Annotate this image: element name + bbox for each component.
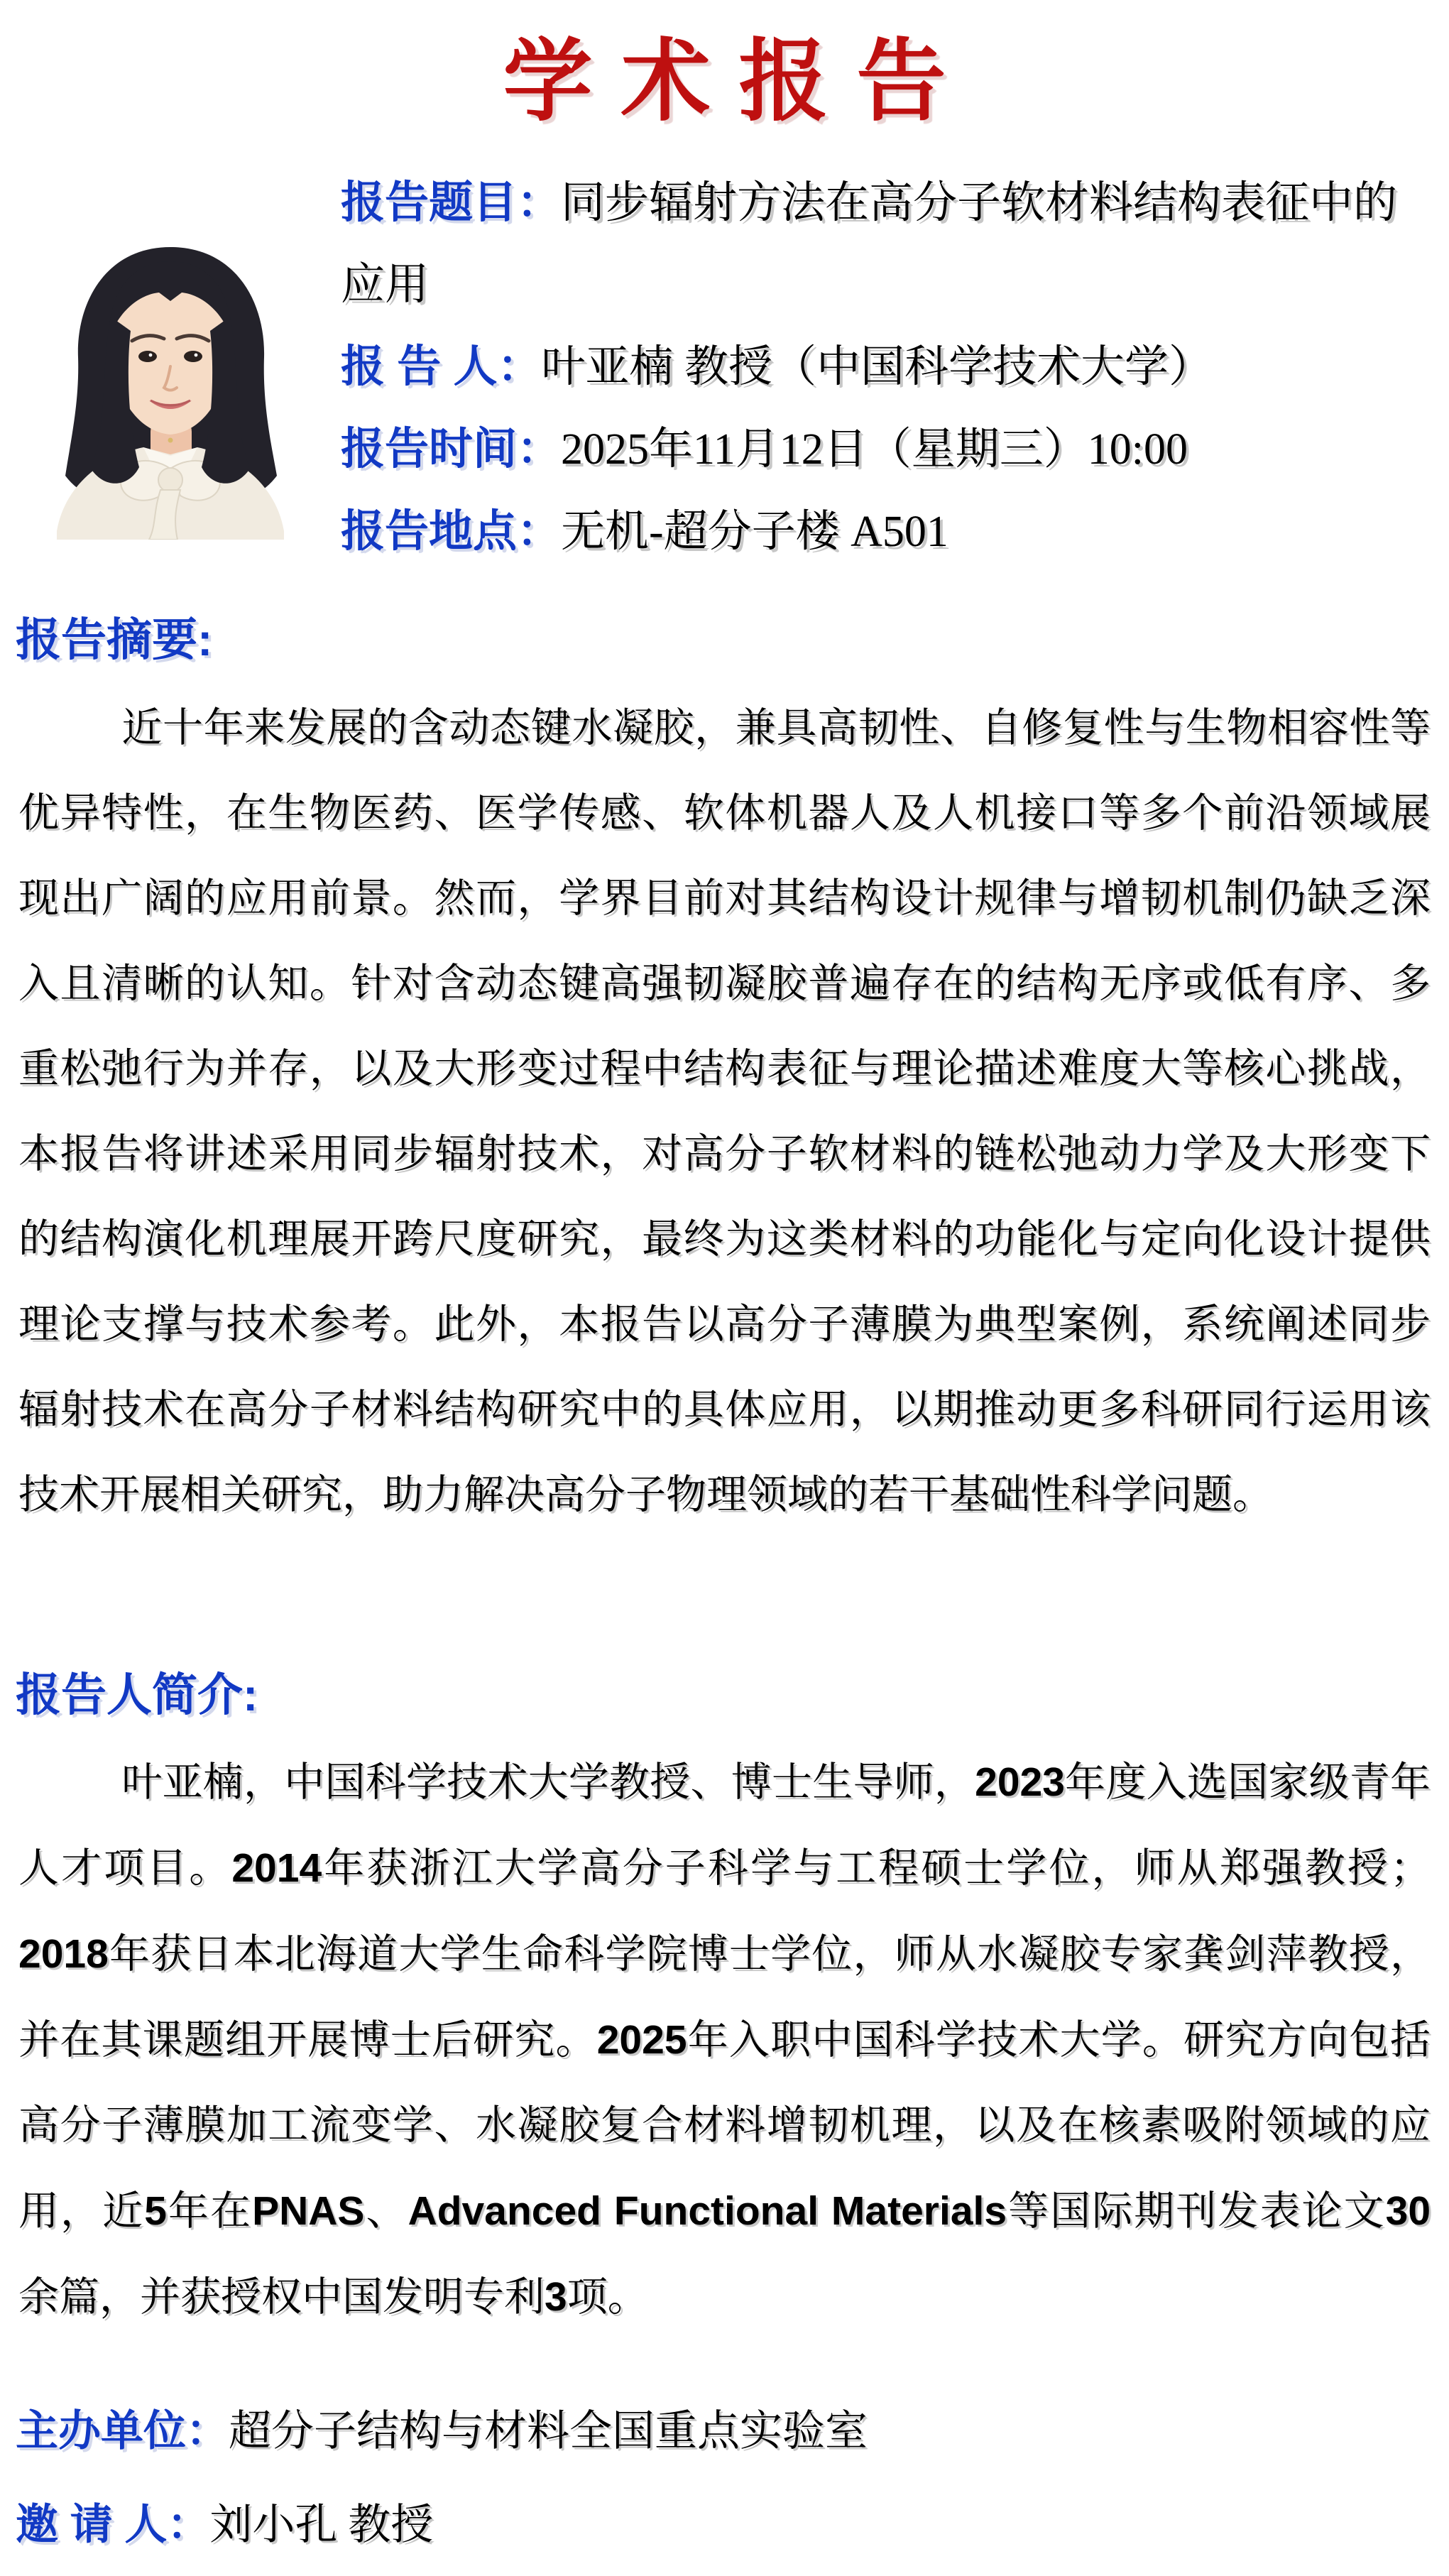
bio-bold-segment: 30: [1385, 2188, 1431, 2234]
bio-text-segment: 余篇，并获授权中国发明专利: [18, 2275, 545, 2320]
organizer-label: 主办单位：: [16, 2407, 229, 2455]
footer-row-inviter: [16, 2478, 1431, 2572]
inviter-label: 邀 请 人：: [16, 2501, 210, 2548]
speaker-photo: [37, 226, 305, 540]
speaker-value: 叶亚楠 教授（中国科学技术大学）: [541, 343, 1213, 391]
abstract-paragraph: 近十年来发展的含动态键水凝胶，兼具高韧性、自修复性与生物相容性等优异特性，在生物医药、医学传感、软体机器人及人机接口等多个前沿领域展现出广阔的应用前景。然而，学界目前对其结构设计规律与增韧机制仍缺乏深入且清晰的认知。针对含动态键高强韧凝胶普遍存在的结构无序或低有序、多重松弛行为并存，以及大形变过程中结构表征与理论描述难度大等核心挑战，本报告将讲述采用同步辐射技术，对高分子软材料的链松弛动力学及大形变下的结构演化机理展开跨尺度研究，最终为这类材料的功能化与定向化设计提供理论支撑与技术参考。此外，本报告以高分子薄膜为典型案例，系统阐述同步辐射技术在高分子材料结构研究中的具体应用，以期推动更多科研同行运用该技术开展相关研究，助力解决高分子物理领域的若干基础性科学问题。: [18, 706, 1431, 1517]
info-row-topic: [341, 162, 1438, 326]
page-title: 学术报告: [503, 28, 975, 133]
speaker-label: 报 告 人：: [341, 342, 542, 391]
lecture-info-block: [341, 162, 1438, 573]
bio-bold-segment: 2023: [975, 1759, 1065, 1805]
bio-bold-segment: 2025: [596, 2017, 687, 2063]
topic-value: 同步辐射方法在高分子软材料结构表征中的应用: [341, 179, 1398, 309]
inviter-value: 刘小孔 教授: [209, 2501, 434, 2548]
topic-label: 报告题目：: [341, 178, 562, 227]
bio-paragraph: [18, 1740, 1431, 2340]
bio-text-segment: 年获浙江大学高分子科学与工程硕士学位，师从郑强教授；: [322, 1846, 1431, 1891]
location-label: 报告地点：: [341, 507, 562, 556]
bio-bold-segment: 3: [545, 2274, 567, 2320]
bio-bold-segment: PNAS: [252, 2188, 365, 2234]
footer-block: [16, 2384, 1431, 2572]
time-label: 报告时间：: [341, 425, 562, 474]
abstract-heading: 报告摘要:: [16, 614, 213, 665]
footer-row-organizer: [16, 2384, 1431, 2478]
time-value: 2025年11月12日（星期三）10:00: [561, 425, 1188, 474]
bio-text-segment: 年入职中国科学技术大学。研究方向包括高分子薄膜加工流变学、水凝胶复合材料增韧机理，以及在核素吸附领域的应用，近: [18, 2018, 1431, 2234]
bio-text-segment: 年在: [166, 2189, 253, 2234]
location-value: 无机-超分子楼 A501: [561, 508, 948, 556]
bio-heading: 报告人简介:: [16, 1669, 258, 1720]
info-row-time: [341, 408, 1438, 491]
bio-bold-segment: Advanced Functional Materials: [408, 2188, 1007, 2234]
bio-text-segment: 项。: [567, 2275, 648, 2320]
organizer-value: 超分子结构与材料全国重点实验室: [229, 2408, 868, 2455]
bio-bold-segment: 5: [144, 2188, 167, 2234]
bio-bold-segment: 2014: [231, 1845, 322, 1891]
info-row-speaker: [341, 326, 1438, 408]
bio-text-segment: 年度入选国家级青年人才项目。: [18, 1760, 1431, 1891]
info-row-location: [341, 491, 1438, 573]
bio-text-segment: 、: [364, 2189, 408, 2234]
speaker-portrait-graphic: [37, 226, 305, 540]
bio-text-segment: 等国际期刊发表论文: [1007, 2189, 1386, 2234]
bio-text-segment: 叶亚楠，中国科学技术大学教授、博士生导师，: [121, 1760, 975, 1805]
bio-bold-segment: 2018: [18, 1931, 109, 1977]
bio-text-segment: 年获日本北海道大学生命科学院博士学位，师从水凝胶专家龚剑萍教授，并在其课题组开展博士后研究。: [18, 1932, 1431, 2063]
